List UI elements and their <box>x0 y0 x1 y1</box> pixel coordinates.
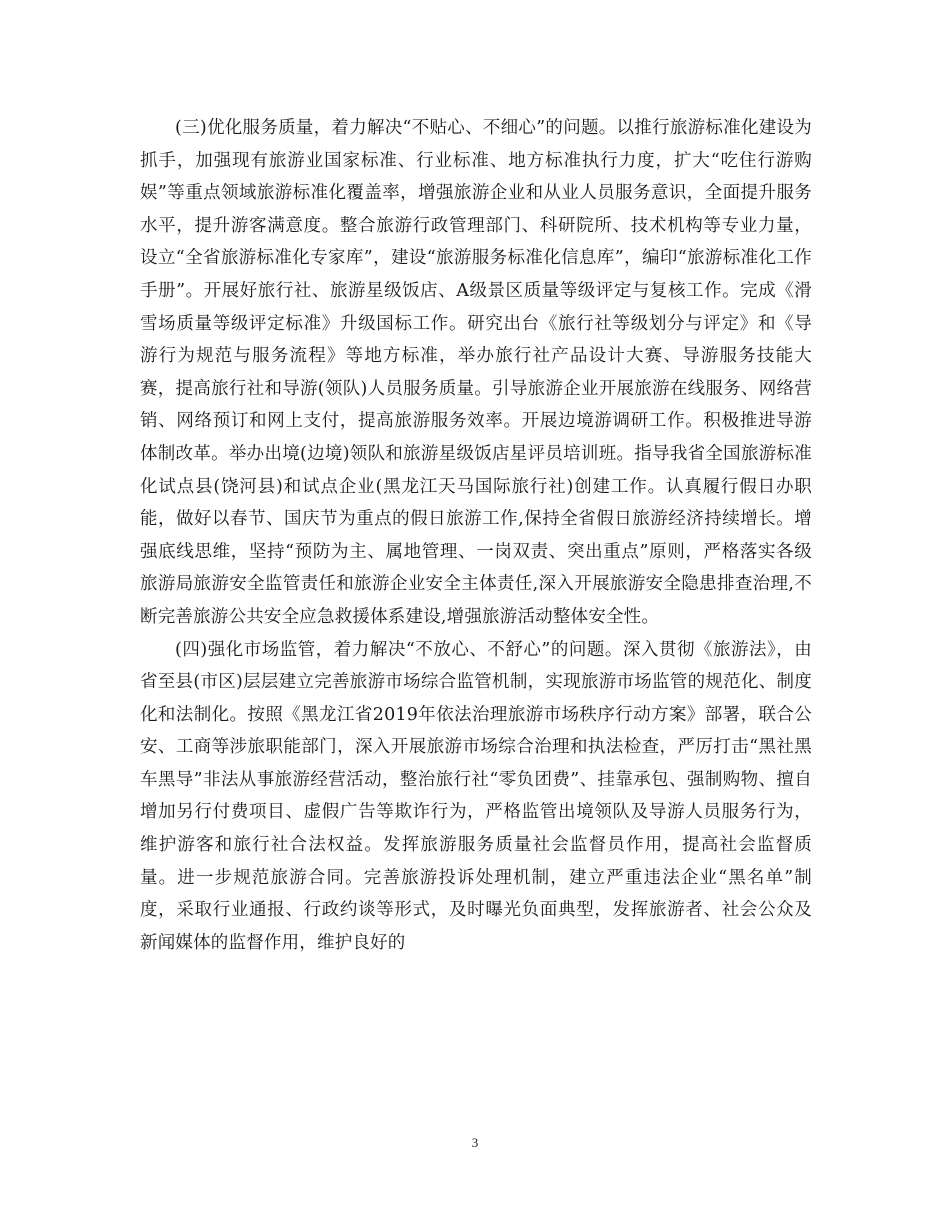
body-text <box>140 112 812 959</box>
paragraph-market-supervision: (四)强化市场监管，着力解决“不放心、不舒心”的问题。深入贯彻《旅游法》，由省至县(市区)层层建立完善旅游市场综合监管机制，实现旅游市场监管的规范化、制度化和法制化。按照《黑龙江省2019年依法治理旅游市场秩序行动方案》部署，联合公安、工商等涉旅职能部门，深入开展旅游市场综合治理和执法检查，严厉打击“黑社黑车黑导”非法从事旅游经营活动，整治旅行社“零负团费”、挂靠承包、强制购物、擅自增加另行付费项目、虚假广告等欺诈行为，严格监管出境领队及导游人员服务行为，维护游客和旅行社合法权益。发挥旅游服务质量社会监督员作用，提高社会监督质量。进一步规范旅游合同。完善旅游投诉处理机制，建立严重违法企业“黑名单”制度，采取行业通报、行政约谈等形式，及时曝光负面典型，发挥旅游者、社会公众及新闻媒体的监督作用，维护良好的 <box>140 639 812 953</box>
paragraph-service-quality: (三)优化服务质量，着力解决“不贴心、不细心”的问题。以推行旅游标准化建设为抓手，加强现有旅游业国家标准、行业标准、地方标准执行力度，扩大“吃住行游购娱”等重点领域旅游标准化覆盖率，增强旅游企业和从业人员服务意识，全面提升服务水平，提升游客满意度。整合旅游行政管理部门、科研院所、技术机构等专业力量，设立“全省旅游标准化专家库”，建设“旅游服务标准化信息库”，编印“旅游标准化工作手册”。开展好旅行社、旅游星级饭店、A级景区质量等级评定与复核工作。完成《滑雪场质量等级评定标准》升级国标工作。研究出台《旅行社等级划分与评定》和《导游行为规范与服务流程》等地方标准，举办旅行社产品设计大赛、导游服务技能大赛，提高旅行社和导游(领队)人员服务质量。引导旅游企业开展旅游在线服务、网络营销、网络预订和网上支付，提高旅游服务效率。开展边境游调研工作。积极推进导游体制改革。举办出境(边境)领队和旅游星级饭店星评员培训班。指导我省全国旅游标准化试点县(饶河县)和试点企业(黑龙江天马国际旅行社)创建工作。认真履行假日办职能，做好以春节、国庆节为重点的假日旅游工作,保持全省假日旅游经济持续增长。增强底线思维，坚持“预防为主、属地管理、一岗双责、突出重点”原则，严格落实各级旅游局旅游安全监管责任和旅游企业安全主体责任,深入开展旅游安全隐患排查治理,不断完善旅游公共安全应急救援体系建设,增强旅游活动整体安全性。 <box>140 118 812 627</box>
page-number: 3 <box>471 1135 479 1150</box>
